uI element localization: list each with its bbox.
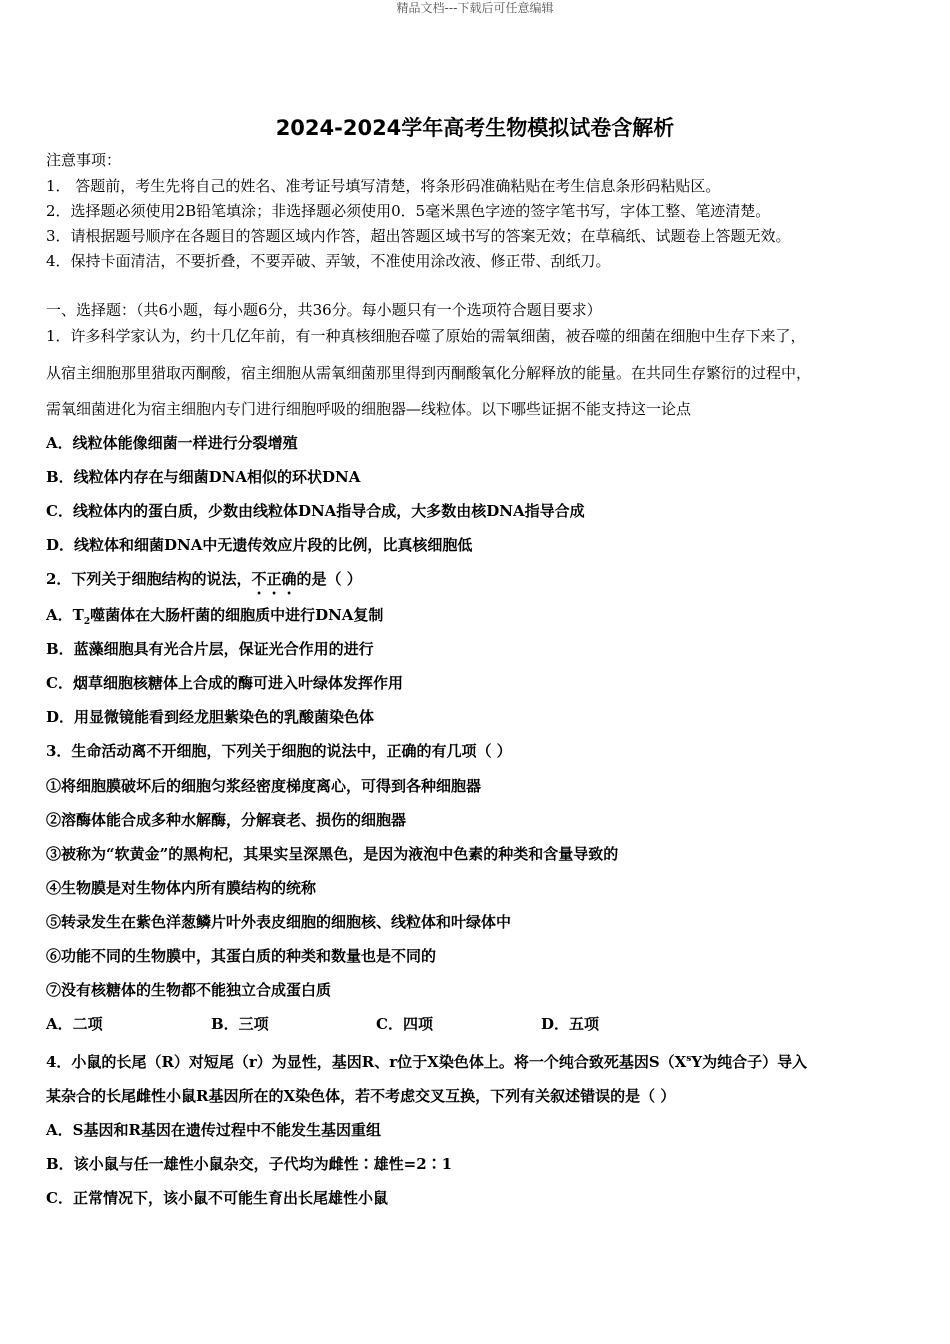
option: A．$T_2$噬菌体在大肠杆菌的细胞质中进行DNA复制: [46, 606, 384, 627]
notice-heading: 注意事项：: [46, 151, 122, 169]
option: D．五项: [541, 1015, 600, 1033]
option: A．线粒体能像细菌一样进行分裂增殖: [46, 434, 298, 452]
statement-item: ③被称为“软黄金”的黑枸杞，其果实呈深黑色，是因为液泡中色素的种类和含量导致的: [46, 845, 619, 863]
option: D．线粒体和细菌DNA中无遗传效应片段的比例，比真核细胞低: [46, 536, 473, 554]
question-stem: 1．许多科学家认为，约十几亿年前，有一种真核细胞吞噬了原始的需氧细菌，被吞噬的细菌在细胞中生存下来了，: [46, 327, 806, 345]
question-stem: 某杂合的长尾雌性小鼠R基因所在的X染色体，若不考虑交叉互换，下列有关叙述错误的是（ ）: [46, 1087, 676, 1105]
option: B．线粒体内存在与细菌DNA相似的环状DNA: [46, 468, 361, 486]
option: D．用显微镜能看到经龙胆紫染色的乳酸菌染色体: [46, 708, 375, 726]
option-row: [46, 1014, 706, 1034]
statement-item: ⑦没有核糖体的生物都不能独立合成蛋白质: [46, 981, 332, 999]
option: C．正常情况下，该小鼠不可能生育出长尾雄性小鼠: [46, 1189, 388, 1207]
statement-item: ⑤转录发生在紫色洋葱鳞片叶外表皮细胞的细胞核、线粒体和叶绿体中: [46, 913, 512, 931]
question-stem: 2．下列关于细胞结构的说法，不正确的是（ ）: [46, 570, 362, 588]
notice-item: 4．保持卡面清洁，不要折叠，不要弄破、弄皱，不准使用涂改液、修正带、刮纸刀。: [46, 252, 611, 270]
notice-item: 3．请根据题号顺序在各题目的答题区域内作答，超出答题区域书写的答案无效；在草稿纸、试题卷上答题无效。: [46, 227, 791, 245]
question-stem: 需氧细菌进化为宿主细胞内专门进行细胞呼吸的细胞器—线粒体。以下哪些证据不能支持这一论点: [46, 400, 692, 418]
question-stem: 4．小鼠的长尾（R）对短尾（r）为显性，基因R、r位于X染色体上。将一个纯合致死基因$S(X^sY$为纯合子）导入: [46, 1053, 808, 1071]
statement-item: ②溶酶体能合成多种水解酶，分解衰老、损伤的细胞器: [46, 811, 407, 829]
statement-item: ④生物膜是对生物体内所有膜结构的统称: [46, 879, 317, 897]
notice-item: 2．选择题必须使用2B铅笔填涂；非选择题必须使用0．5毫米黑色字迹的签字笔书写，字体工整、笔迹清楚。: [46, 202, 771, 220]
page-header: 精品文档---下载后可任意编辑: [396, 1, 554, 15]
option: B．蓝藻细胞具有光合片层，保证光合作用的进行: [46, 640, 374, 658]
option: C．烟草细胞核糖体上合成的酶可进入叶绿体发挥作用: [46, 674, 403, 692]
question-stem: 3．生命活动离不开细胞，下列关于细胞的说法中，正确的有几项（ ）: [46, 742, 512, 760]
emphasis-text: 不正确: [251, 570, 297, 588]
option: C．线粒体内的蛋白质，少数由线粒体DNA指导合成，大多数由核DNA指导合成: [46, 502, 585, 520]
option: B．三项: [211, 1015, 269, 1033]
option: B．该小鼠与任一雄性小鼠杂交，子代均为雌性∶雄性=2∶1: [46, 1155, 453, 1173]
statement-item: ⑥功能不同的生物膜中，其蛋白质的种类和数量也是不同的: [46, 947, 437, 965]
option: C．四项: [376, 1015, 433, 1033]
option: A．S基因和R基因在遗传过程中不能发生基因重组: [46, 1121, 381, 1139]
page-title: 2024-2024学年高考生物模拟试卷含解析: [275, 116, 675, 140]
notice-item: 1． 答题前，考生先将自己的姓名、准考证号填写清楚，将条形码准确粘贴在考生信息条形码粘贴区。: [46, 177, 721, 195]
option: A．二项: [46, 1015, 103, 1033]
statement-item: ①将细胞膜破坏后的细胞匀浆经密度梯度离心，可得到各种细胞器: [46, 777, 482, 795]
section-heading: 一、选择题：（共6小题，每小题6分，共36分。每小题只有一个选项符合题目要求）: [46, 301, 602, 319]
question-stem: 从宿主细胞那里猎取丙酮酸，宿主细胞从需氧细菌那里得到丙酮酸氧化分解释放的能量。在共同生存繁衍的过程中，: [46, 364, 812, 382]
